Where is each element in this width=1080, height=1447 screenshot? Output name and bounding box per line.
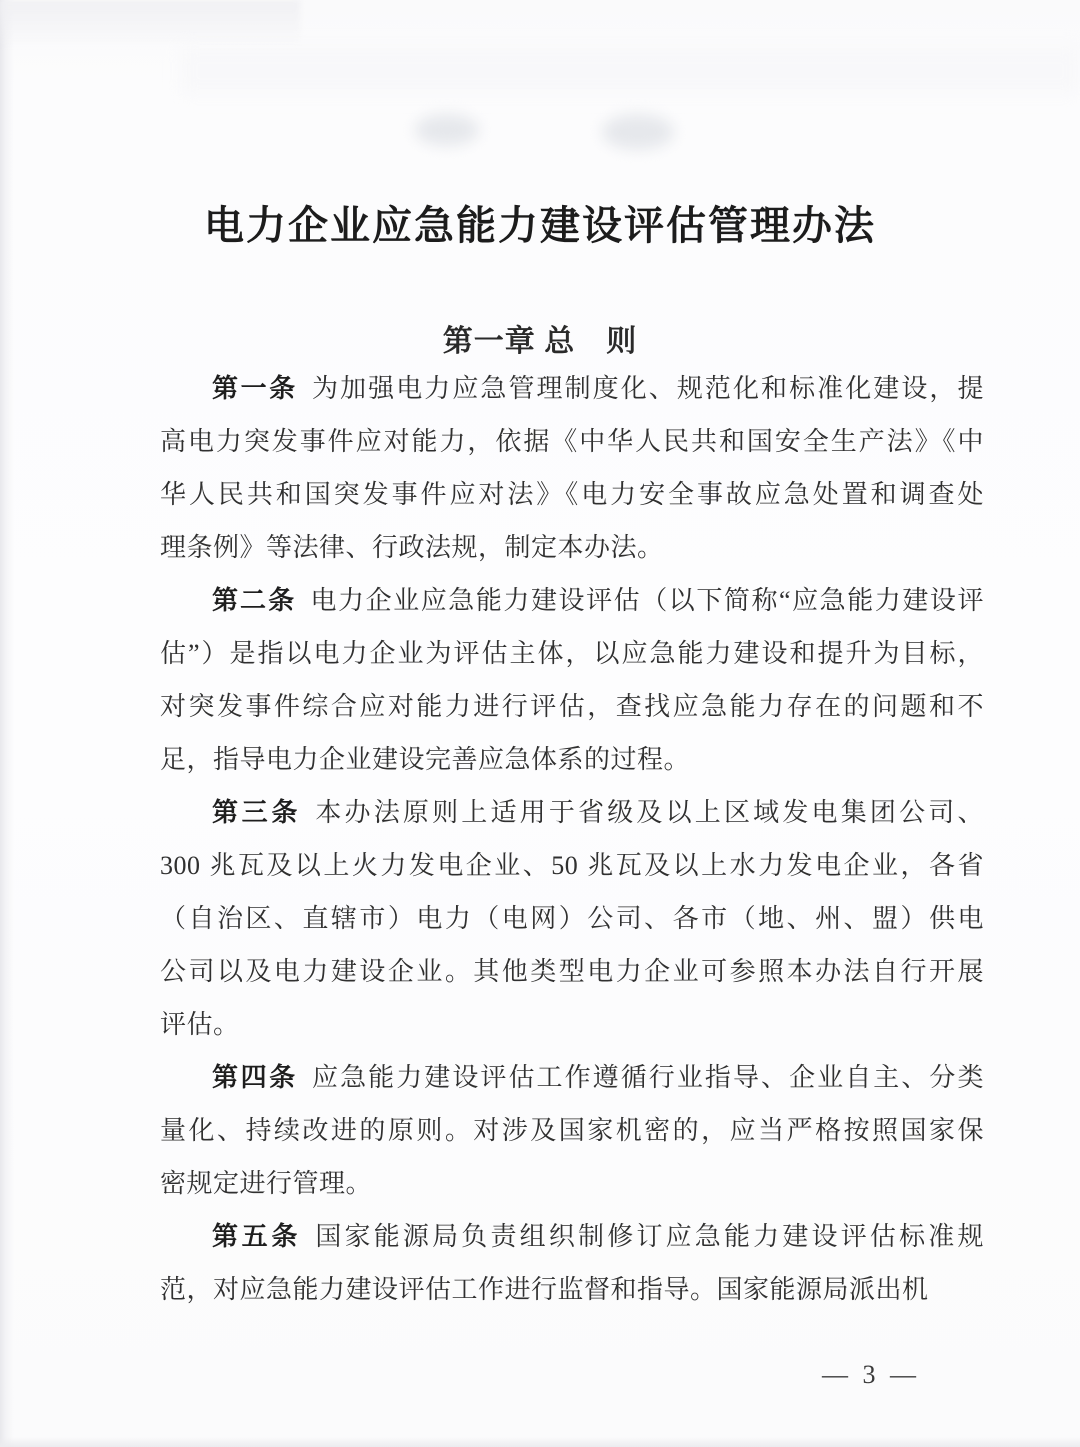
article-label: 第一条 [212,374,298,403]
body-line: 足，指导电力企业建设完善应急体系的过程。 [160,745,691,774]
page-number: — 3 — [822,1360,920,1389]
body-line: 高电力突发事件应对能力，依据《中华人民共和国安全生产法》《中 [160,427,984,456]
body-line: 量化、持续改进的原则。对涉及国家机密的，应当严格按照国家保 [160,1116,984,1145]
scan-bottom-shade [0,1437,1080,1447]
article-text: 为加强电力应急管理制度化、规范化和标准化建设，提 [312,374,984,403]
body-line [160,362,984,415]
body-line: 300 兆瓦及以上火力发电企业、50 兆瓦及以上水力发电企业，各省 [160,851,984,880]
document-title: 电力企业应急能力建设评估管理办法 [204,203,876,248]
article-text: 应急能力建设评估工作遵循行业指导、企业自主、分类 [312,1063,984,1092]
paragraph [160,786,984,1051]
body-line [160,574,984,627]
article-label: 第五条 [212,1222,302,1251]
body-line: 华人民共和国突发事件应对法》《电力安全事故应急处置和调查处 [160,480,984,509]
article-text: 国家能源局负责组织制修订应急能力建设评估标准规 [315,1222,984,1251]
paragraph [160,1051,984,1210]
body-line: 范，对应急能力建设评估工作进行监督和指导。国家能源局派出机 [160,1275,929,1304]
paragraph [160,362,984,574]
article-text: 电力企业应急能力建设评估（以下简称“应急能力建设评 [310,586,984,615]
article-label: 第二条 [212,586,297,615]
body-line: 对突发事件综合应对能力进行评估，查找应急能力存在的问题和不 [160,692,984,721]
scan-smudge [415,114,479,146]
paragraph [160,1210,984,1316]
body-line: 评估。 [160,1010,240,1039]
scan-top-band [180,46,1080,96]
document-body [160,362,984,1316]
body-line [160,786,984,839]
scan-smudge [602,114,674,150]
scan-corner-shade [0,0,300,52]
article-label: 第三条 [212,798,302,827]
chapter-heading: 第一章 总 则 [442,325,638,358]
article-text: 本办法原则上适用于省级及以上区域发电集团公司、 [315,798,984,827]
body-line: 理条例》等法律、行政法规，制定本办法。 [160,533,664,562]
body-line: （自治区、直辖市）电力（电网）公司、各市（地、州、盟）供电 [160,904,984,933]
body-line [160,1051,984,1104]
paragraph [160,574,984,786]
article-label: 第四条 [212,1063,298,1092]
body-line: 密规定进行管理。 [160,1169,373,1198]
body-line: 公司以及电力建设企业。其他类型电力企业可参照本办法自行开展 [160,957,984,986]
body-line [160,1210,984,1263]
body-line: 估”）是指以电力企业为评估主体，以应急能力建设和提升为目标， [160,639,984,668]
